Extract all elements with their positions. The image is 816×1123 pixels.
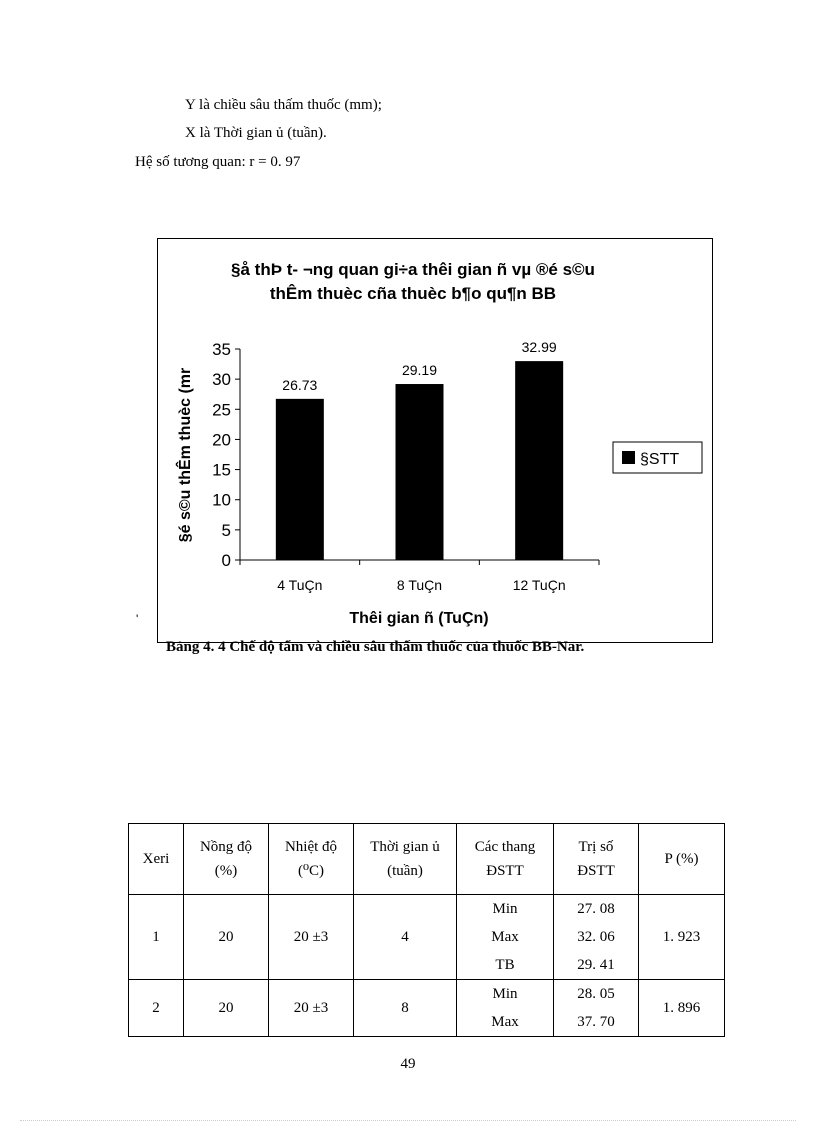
header-cac-thang: Các thang ĐSTT <box>457 824 554 895</box>
cell-thang: Min Max <box>457 980 554 1037</box>
x-axis-title: Thêi gian ñ (TuÇn) <box>349 610 489 627</box>
header-tri-so: Trị số ĐSTT <box>554 824 639 895</box>
y-tick-label: 0 <box>221 551 231 570</box>
cell-nong-do: 20 <box>184 980 269 1037</box>
text-line-x-definition: X là Thời gian ủ (tuần). <box>185 125 327 141</box>
table-header-row <box>129 824 725 895</box>
bar <box>515 361 563 560</box>
bar-value-label: 26.73 <box>282 376 318 393</box>
y-tick-label: 25 <box>212 400 231 420</box>
bar <box>276 399 324 560</box>
y-tick-label: 5 <box>221 520 231 540</box>
x-tick-label: 12 TuÇn <box>512 577 566 593</box>
y-tick-label: 35 <box>212 340 231 359</box>
cell-xeri: 2 <box>129 980 184 1037</box>
text-line-correlation: Hệ số tương quan: r = 0. 97 <box>135 154 301 170</box>
y-tick-label: 10 <box>212 490 231 510</box>
chart-frame <box>136 238 713 643</box>
bar-chart <box>136 239 712 642</box>
y-tick-label: 15 <box>212 460 231 480</box>
header-nhiet-do: Nhiệt độ (⁰C) <box>269 824 354 895</box>
cell-thoi-gian: 8 <box>354 980 457 1037</box>
cell-p: 1. 896 <box>639 980 725 1037</box>
cell-nhiet-do: 20 ±3 <box>269 980 354 1037</box>
y-tick-label: 30 <box>212 370 231 390</box>
data-table <box>128 823 725 1037</box>
header-nong-do: Nồng độ (%) <box>184 824 269 895</box>
y-tick-label: 20 <box>212 430 231 450</box>
chart-title-line-1: §å thÞ t- ¬ng quan gi÷a thêi gian ñ vµ ®é s©u <box>231 260 595 279</box>
x-tick-label: 4 TuÇn <box>277 577 323 593</box>
bar <box>396 384 444 560</box>
y-axis-title: §é s©u thÊm thuèc (mr <box>177 367 194 543</box>
cell-p: 1. 923 <box>639 895 725 980</box>
cell-thang: Min Max TB <box>457 895 554 980</box>
cell-tri-so: 27. 08 32. 06 29. 41 <box>554 895 639 980</box>
header-xeri: Xeri <box>129 824 184 895</box>
bar-value-label: 29.19 <box>401 362 438 379</box>
table-row <box>129 895 725 980</box>
chart-title-line-2: thÊm thuèc cña thuèc b¶o qu¶n BB <box>269 284 557 303</box>
x-tick-label: 8 TuÇn <box>396 577 443 593</box>
table-row <box>129 980 725 1037</box>
cell-thoi-gian: 4 <box>354 895 457 980</box>
text-line-y-definition: Y là chiều sâu thấm thuốc (mm); <box>185 97 382 113</box>
cell-xeri: 1 <box>129 895 184 980</box>
header-thoi-gian: Thời gian ủ (tuần) <box>354 824 457 895</box>
cell-nong-do: 20 <box>184 895 269 980</box>
page-bottom-divider <box>20 1120 796 1121</box>
stray-mark: ' <box>136 612 139 626</box>
cell-tri-so: 28. 05 37. 70 <box>554 980 639 1037</box>
legend-label: §STT <box>640 451 680 468</box>
cell-nhiet-do: 20 ±3 <box>269 895 354 980</box>
header-p: P (%) <box>639 824 725 895</box>
legend-swatch <box>622 451 635 464</box>
table-caption: Bảng 4. 4 Chế độ tẩm và chiều sâu thấm thuốc của thuốc BB-Nar. <box>166 639 585 655</box>
page-number: 49 <box>400 1056 416 1072</box>
bar-value-label: 32.99 <box>521 339 557 356</box>
